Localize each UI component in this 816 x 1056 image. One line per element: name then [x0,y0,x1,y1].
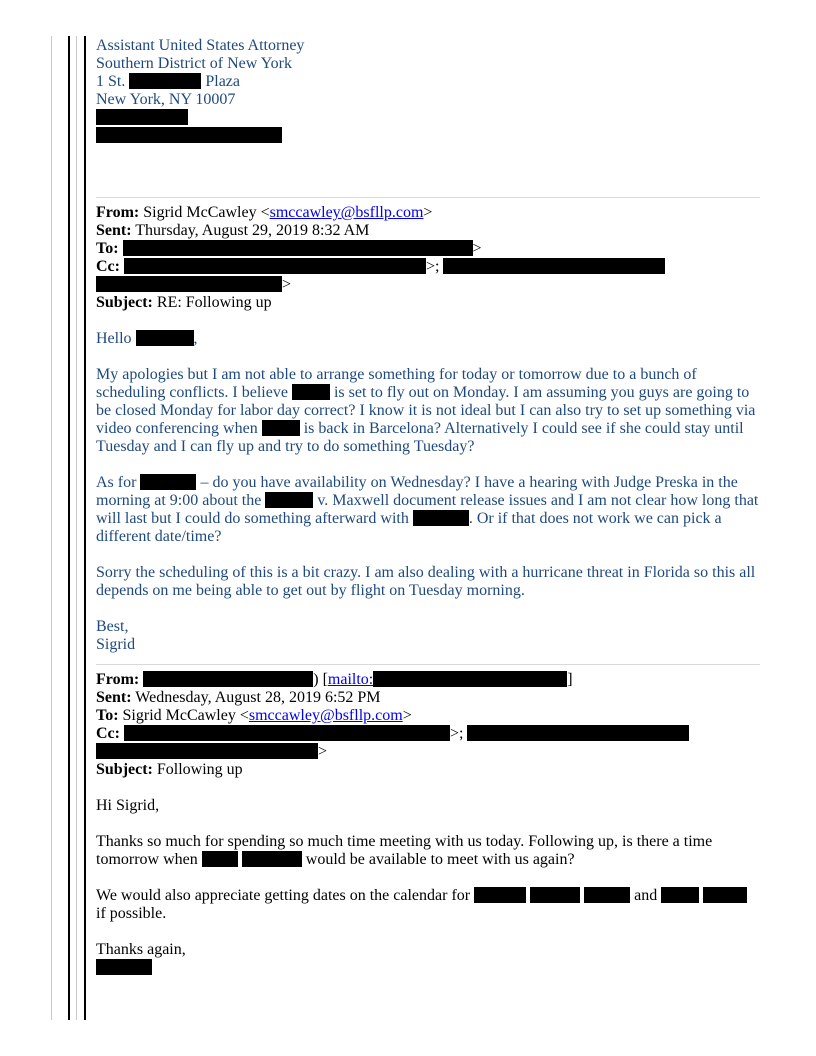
redaction [474,887,526,903]
redaction [262,420,300,436]
email-header-1: From: Sigrid McCawley <smccawley@bsfllp.com> Sent: Thursday, August 29, 2019 8:32 AM To: > Cc: >; > Subject: RE: Following up [96,204,760,312]
redaction [136,330,194,346]
redaction [140,474,196,490]
redaction [124,258,426,274]
redaction [661,887,699,903]
redaction [96,276,282,292]
sender-name: Sigrid [96,636,136,653]
redaction [530,887,580,903]
redaction [129,73,201,89]
signature-redacted [96,959,760,977]
quote-bar [68,36,70,1020]
redaction [265,492,313,508]
body-paragraph: Sorry the scheduling of this is a bit crazy. I am also dealing with a hurricane threat in Florida so this all depends on me being able to get out by flight on Tuesday morning. [96,564,756,599]
signature-city: New York, NY 10007 [96,91,236,108]
body-paragraph: We would also appreciate getting dates on the calendar for and if possible. [96,887,760,923]
redaction [202,851,238,867]
sender-email-link[interactable]: smccawley@bsfllp.com [269,204,424,221]
redaction [123,240,473,256]
margin-line [76,36,77,1020]
quote-bar [84,36,86,1020]
redaction [143,671,313,687]
mailto-link[interactable]: mailto: [328,671,567,688]
closing: Thanks again, [96,941,186,958]
redaction [292,384,330,400]
greeting: Hi Sigrid, [96,797,160,814]
body-paragraph: As for – do you have availability on Wednesday? I have a hearing with Judge Preska in the morning at 9:00 about the v. Maxwell document release issues and I am not clear how long that will last but I could do something afterward with . Or if that does not work we can pick a different date/time? [96,474,759,545]
email-header-2: From: ) [mailto: ] Sent: Wednesday, August 28, 2019 6:52 PM To: Sigrid McCawley <smccawley@bsfllp.com> Cc: >; > Subject: Following up [96,671,760,779]
redaction [373,671,567,687]
body-paragraph: Thanks so much for spending so much time meeting with us today. Following up, is there a time tomorrow when would be available to meet with us again? [96,833,713,868]
email-body-2 [96,797,760,977]
redaction [242,851,302,867]
signature-office: Southern District of New York [96,55,292,72]
redaction [96,127,282,143]
greeting: Hello , [96,330,198,347]
signature-block [96,37,760,145]
redaction [584,887,630,903]
signature-email [96,127,760,145]
body-paragraph: My apologies but I am not able to arrange something for today or tomorrow due to a bunch of scheduling conflicts. I believe is set to fly out on Monday. I am assuming you guys are going to be closed Monday for labor day correct? I know it is not ideal but I can also try to set up something via video conferencing when is back in Barcelona? Alternatively I could see if she could stay until Tuesday and I can fly up and try to do something Tuesday? [96,366,756,455]
signature-phone [96,109,760,127]
closing: Best, [96,618,129,635]
redaction [96,109,188,125]
email-body-1 [96,330,760,654]
email-document [96,37,760,977]
signature-address: 1 St. Plaza [96,73,240,90]
redaction [703,887,747,903]
margin-line [51,36,52,1020]
redaction [124,725,450,741]
redaction [96,959,152,975]
redaction [467,725,689,741]
recipient-email-link[interactable]: smccawley@bsfllp.com [248,707,403,724]
signature-title: Assistant United States Attorney [96,37,305,54]
redaction [443,258,665,274]
redaction [413,510,469,526]
redaction [96,743,318,759]
